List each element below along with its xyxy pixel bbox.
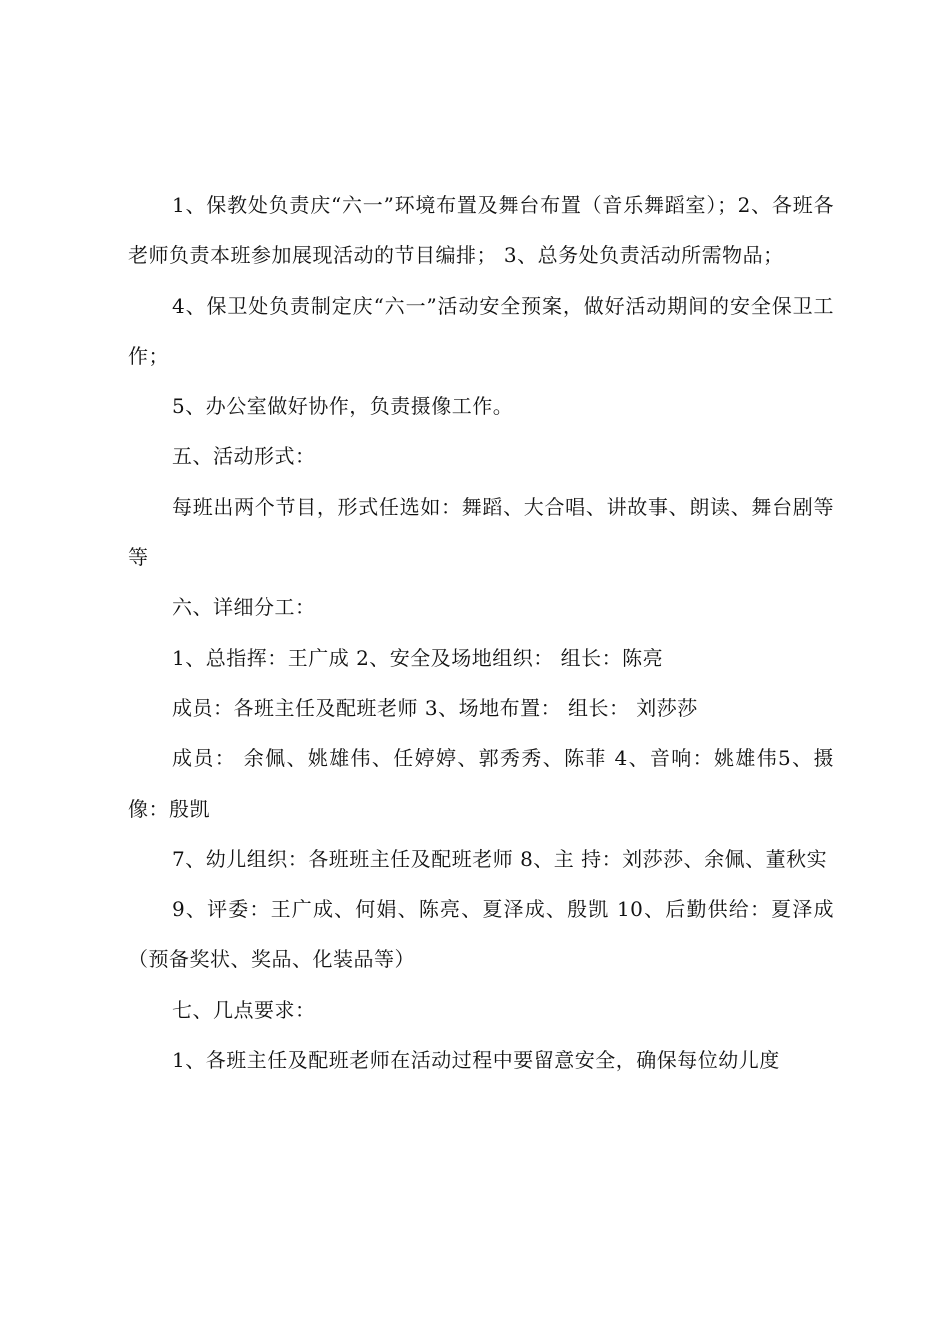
paragraph-security: 4、保卫处负责制定庆“六一”活动安全预案，做好活动期间的安全保卫工作； [128,293,834,368]
paragraph-child-organization: 7、幼儿组织：各班班主任及配班老师 8、主 持：刘莎莎、余佩、董秋实 [172,846,828,871]
heading-activity-form: 五、活动形式： [172,444,316,469]
paragraph-office: 5、办公室做好协作，负责摄像工作。 [172,394,514,419]
document-body [128,180,834,1085]
paragraph-activity-form: 每班出两个节目，形式任选如：舞蹈、大合唱、讲故事、朗读、舞台剧等等 [128,494,834,570]
paragraph-responsibilities: 1、保教处负责庆“六一”环境布置及舞台布置（音乐舞蹈室）；2、各班各老师负责本班参加展现活动的节目编排； 3、总务处负责活动所需物品； [128,193,834,268]
paragraph-members-venue: 成员：各班主任及配班老师 3、场地布置： 组长： 刘莎莎 [172,695,698,720]
heading-division-of-labor: 六、详细分工： [172,595,316,620]
heading-requirements: 七、几点要求： [172,997,316,1022]
paragraph-judges: 9、评委：王广成、何娟、陈亮、夏泽成、殷凯 10、后勤供给：夏泽成（预备奖状、奖品、化装品等） [128,897,834,972]
paragraph-members-audio: 成员： 余佩、姚雄伟、任婷婷、郭秀秀、陈菲 4、音响：姚雄伟5、摄像：殷凯 [128,746,834,821]
paragraph-requirement-1: 1、各班主任及配班老师在活动过程中要留意安全，确保每位幼儿度 [172,1048,780,1073]
paragraph-commander: 1、总指挥：王广成 2、安全及场地组织： 组长：陈亮 [172,645,664,670]
